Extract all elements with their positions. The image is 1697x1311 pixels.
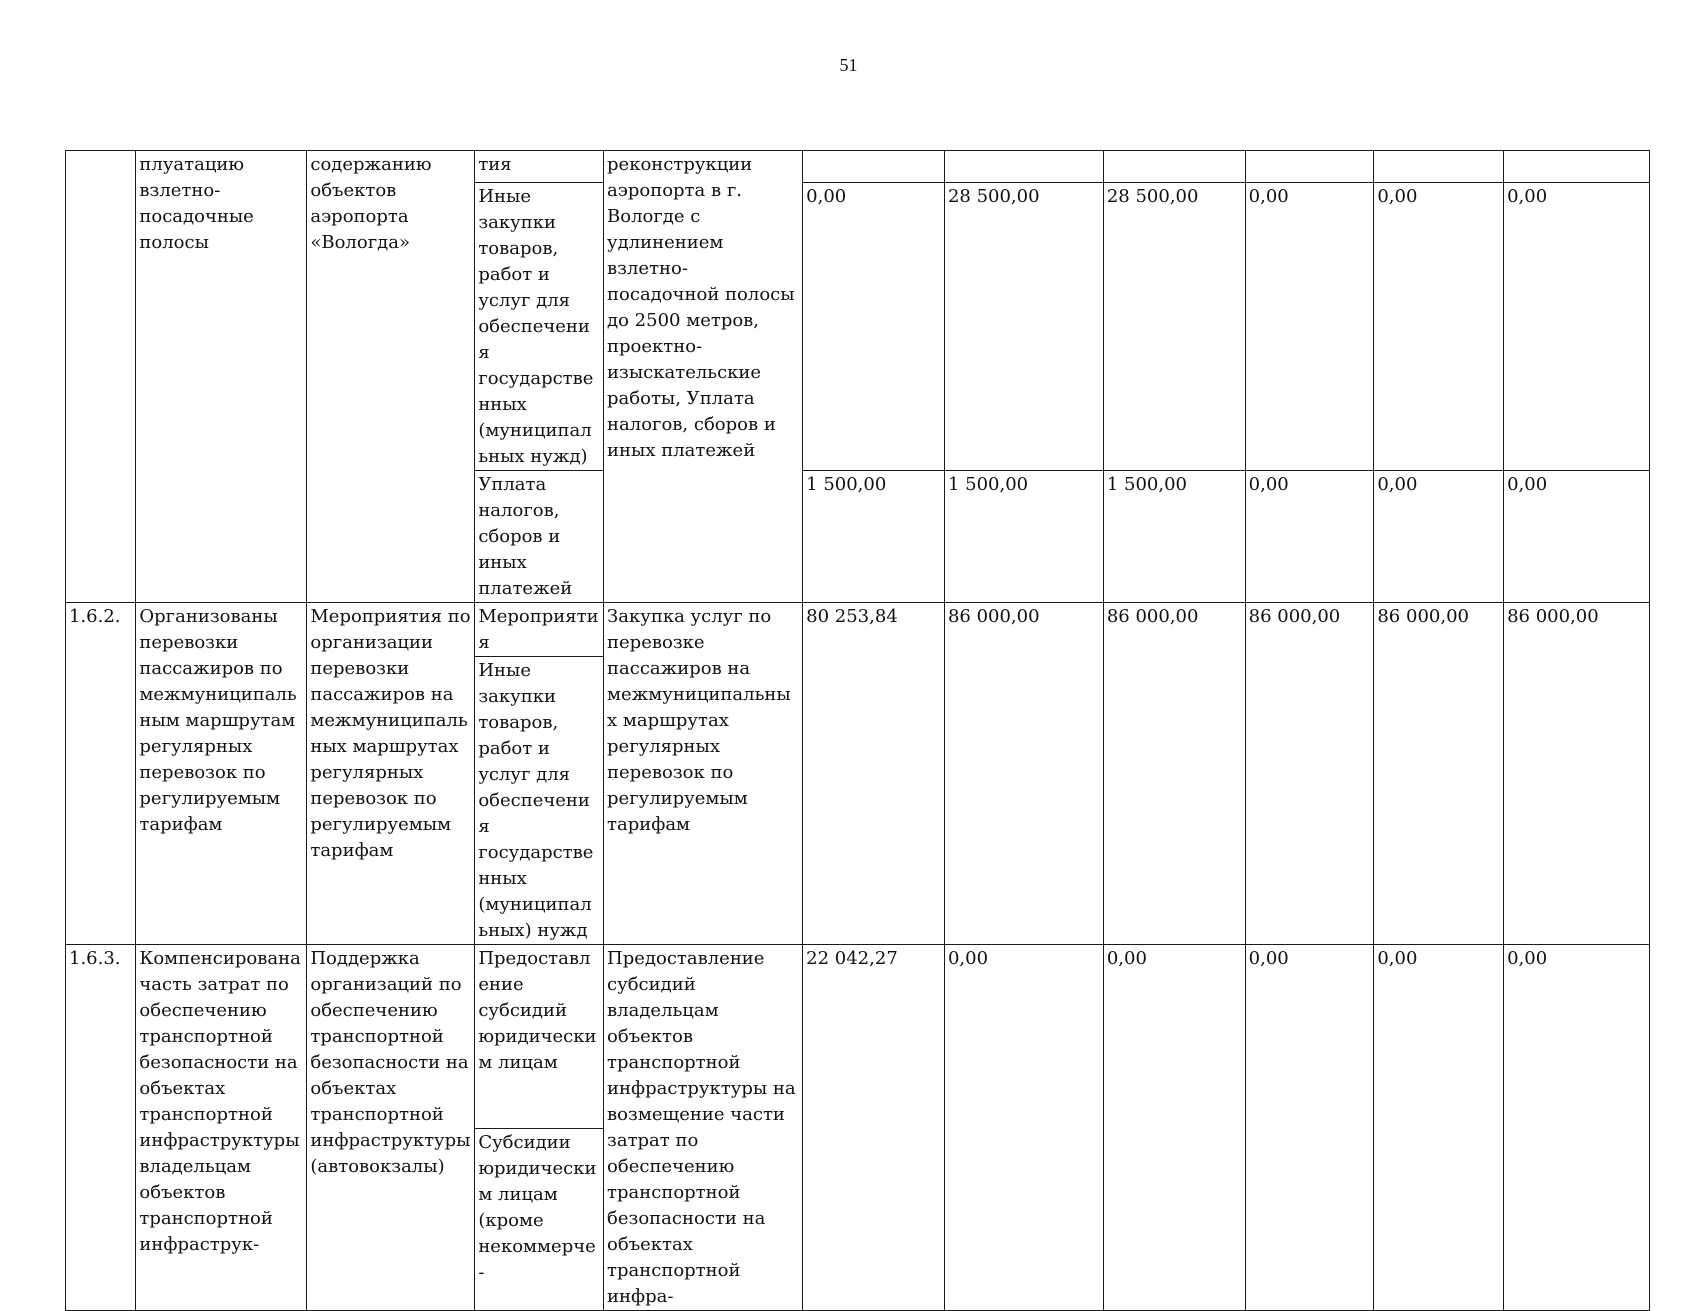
value-cell: 1 500,00: [1103, 471, 1245, 603]
value-cell: [803, 151, 945, 183]
expense-type-cell: Уплата налогов, сборов и иных платежей: [475, 471, 604, 603]
value-cell: 1 500,00: [944, 471, 1103, 603]
event-cell: Поддержка организаций по обеспечению транспортной безопасности на объектах транспортной инфраструктуры (автовокзалы): [307, 945, 475, 1311]
description-cell: Закупка услуг по перевозке пассажиров на межмуниципальных маршрутах регулярных перевозок по регулируемым тарифам: [604, 603, 803, 945]
budget-table: [65, 150, 1650, 1311]
value-cell: 28 500,00: [944, 183, 1103, 471]
value-cell: 0,00: [1374, 183, 1504, 471]
value-cell: 86 000,00: [1245, 603, 1374, 945]
value-cell: 0,00: [1245, 471, 1374, 603]
value-cell: 0,00: [1504, 945, 1650, 1311]
expense-type-cell: Иные закупки товаров, работ и услуг для обеспечения государственных (муниципальных) нужд: [475, 657, 604, 945]
value-cell: 0,00: [1103, 945, 1245, 1311]
value-cell: 80 253,84: [803, 603, 945, 945]
value-cell: [1245, 151, 1374, 183]
value-cell: 1 500,00: [803, 471, 945, 603]
value-cell: 86 000,00: [1103, 603, 1245, 945]
value-cell: 0,00: [1504, 183, 1650, 471]
value-cell: 0,00: [803, 183, 945, 471]
value-cell: 0,00: [944, 945, 1103, 1311]
expense-type-cell: Мероприятия: [475, 603, 604, 657]
row-number: 1.6.3.: [66, 945, 136, 1311]
value-cell: [1103, 151, 1245, 183]
value-cell: 86 000,00: [1374, 603, 1504, 945]
value-cell: 86 000,00: [1504, 603, 1650, 945]
expense-type-cell: Иные закупки товаров, работ и услуг для обеспечения государственных (муниципальных нужд): [475, 183, 604, 471]
row-number: [66, 151, 136, 603]
expense-type-cell: тия: [475, 151, 604, 183]
value-cell: 0,00: [1245, 183, 1374, 471]
page-number: 51: [839, 55, 858, 75]
value-cell: 86 000,00: [944, 603, 1103, 945]
event-cell: Мероприятия по организации перевозки пассажиров на межмуниципальных маршрутах регулярных перевозок по регулируемым тарифам: [307, 603, 475, 945]
result-cell: плуатацию взлетно-посадочные полосы: [136, 151, 307, 603]
value-cell: [944, 151, 1103, 183]
result-cell: Компенсирована часть затрат по обеспечению транспортной безопасности на объектах транспортной инфраструктуры владельцам объектов транспортной инфраструк-: [136, 945, 307, 1311]
description-cell: Предоставление субсидий владельцам объектов транспортной инфраструктуры на возмещение части затрат по обеспечению транспортной безопасности на объектах транспортной инфра-: [604, 945, 803, 1311]
row-number: 1.6.2.: [66, 603, 136, 945]
value-cell: [1504, 151, 1650, 183]
value-cell: 28 500,00: [1103, 183, 1245, 471]
expense-type-cell: Субсидии юридическим лицам (кроме некоммерче-: [475, 1129, 604, 1311]
value-cell: [1374, 151, 1504, 183]
description-cell: реконструкции аэропорта в г. Вологде с удлинением взлетно-посадочной полосы до 2500 метров, проектно-изыскательские работы, Уплата налогов, сборов и иных платежей: [604, 151, 803, 603]
value-cell: 0,00: [1374, 471, 1504, 603]
expense-type-cell: Предоставление субсидий юридическим лицам: [475, 945, 604, 1129]
value-cell: 0,00: [1374, 945, 1504, 1311]
result-cell: Организованы перевозки пассажиров по межмуниципальным маршрутам регулярных перевозок по регулируемым тарифам: [136, 603, 307, 945]
value-cell: 0,00: [1245, 945, 1374, 1311]
value-cell: 22 042,27: [803, 945, 945, 1311]
value-cell: 0,00: [1504, 471, 1650, 603]
event-cell: содержанию объектов аэропорта «Вологда»: [307, 151, 475, 603]
